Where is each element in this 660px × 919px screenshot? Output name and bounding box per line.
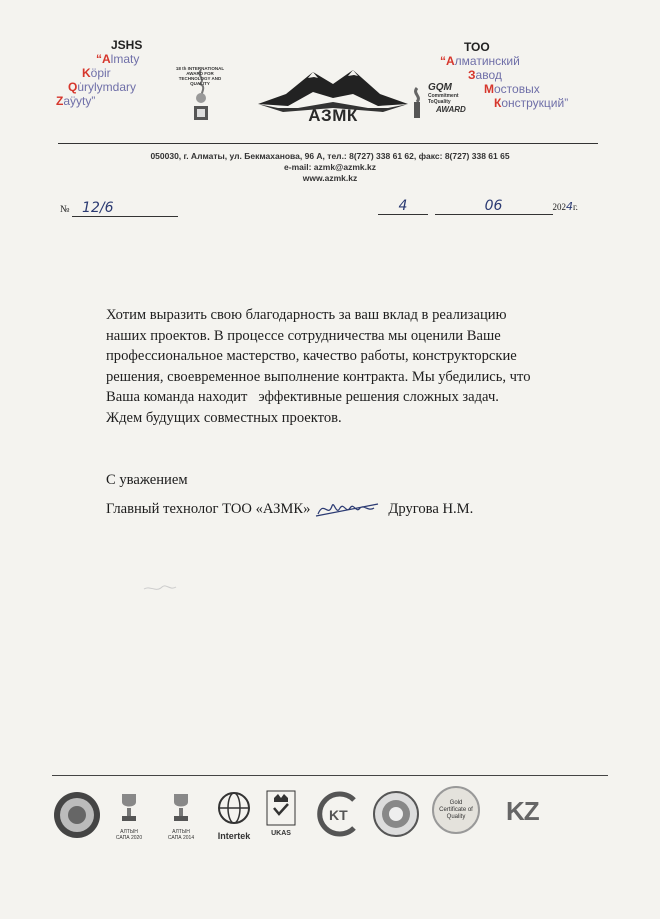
footer-divider xyxy=(52,775,608,776)
header-divider xyxy=(58,143,598,144)
body-line: профессиональное мастерство, качество работы, конструкторские xyxy=(106,348,517,364)
sng-emblem-icon xyxy=(52,790,102,840)
kt-cert-icon xyxy=(314,790,362,838)
signatory-title: Главный технолог ТОО «АЗМК» xyxy=(106,500,311,517)
right-company-name xyxy=(440,40,640,110)
left-line5-cap: Z xyxy=(56,94,64,108)
right-line4-rest: остовых xyxy=(494,82,540,96)
date-year-hand: 4 xyxy=(566,200,573,213)
logo-text: АЗМК xyxy=(308,106,358,125)
reference-date xyxy=(378,198,578,215)
date-day: 4 xyxy=(378,198,428,215)
altyn-sapa-2020-caption: АЛТЫН САПА 2020 xyxy=(115,829,143,841)
body-line: решения, своевременное выполнение контракта. Мы убедились, что xyxy=(106,368,531,385)
right-line3-rest: авод xyxy=(475,68,502,82)
body-line: Ждем будущих совместных проектов. xyxy=(106,409,342,426)
left-company-line1: JSHS xyxy=(111,38,143,52)
left-line5-rest: aÿyty” xyxy=(63,94,96,108)
altyn-sapa-2014-caption: АЛТЫН САПА 2014 xyxy=(167,829,195,841)
gold-badge xyxy=(432,786,480,834)
left-line2-cap: “A xyxy=(96,52,111,66)
signature-line xyxy=(106,496,586,522)
kz-caption: KZ xyxy=(506,796,539,826)
right-line4-cap: М xyxy=(484,82,494,96)
svg-text:KT: KT xyxy=(329,807,348,823)
right-line3-cap: З xyxy=(468,68,476,82)
trophy-icon xyxy=(114,790,144,824)
altyn-sapa-2020 xyxy=(114,790,144,841)
globe-icon xyxy=(214,790,254,826)
reference-number xyxy=(60,200,178,217)
handwritten-signature-icon xyxy=(314,496,384,522)
right-line5-cap: К xyxy=(494,96,502,110)
right-company-line1: ТОО xyxy=(464,40,490,54)
quality-seal-icon xyxy=(372,790,420,838)
award-right-gqm: GQM xyxy=(428,82,452,93)
left-line3-rest: öpir xyxy=(90,66,111,80)
website-line: www.azmk.kz xyxy=(302,173,358,183)
right-line2-cap: “А xyxy=(440,54,455,68)
trophy-icon xyxy=(166,790,196,824)
body-line: Хотим выразить свою благодарность за ваш вклад в реализацию xyxy=(106,307,507,323)
right-line2-rest: лматинский xyxy=(454,54,520,68)
number-label: № xyxy=(60,204,70,215)
award-right-small: Commitment ToQuality xyxy=(428,93,459,105)
left-line2-rest: lmaty xyxy=(110,52,140,66)
altyn-sapa-2014 xyxy=(166,790,196,841)
date-month: 06 xyxy=(435,198,553,215)
ukas-caption: UKAS xyxy=(271,830,291,837)
left-line4-rest: u̇rylymdary xyxy=(77,80,137,94)
intertek-cert xyxy=(214,790,254,841)
date-year-suffix: г. xyxy=(573,202,578,212)
intertek-caption: Intertek xyxy=(217,831,251,841)
email-line: e-mail: azmk@azmk.kz xyxy=(284,162,376,172)
body-line: наших проектов. В процессе сотрудничества мы оценили Ваше xyxy=(106,327,501,344)
kz-cert xyxy=(506,796,539,827)
right-line5-rest: онструкций” xyxy=(501,96,569,110)
gold-certificate xyxy=(432,786,480,834)
left-line4-cap: Q xyxy=(68,80,78,94)
left-line3-cap: K xyxy=(82,66,91,80)
address-block xyxy=(60,151,600,184)
letter-body xyxy=(106,305,586,428)
body-line: Ваша команда находит эффективные решения сложных задач. xyxy=(106,389,499,405)
gold-caption: Gold Certificate of Quality xyxy=(439,799,473,820)
signatory-name: Другова Н.М. xyxy=(388,500,474,517)
number-value: 12/6 xyxy=(72,200,178,217)
address-line: 050030, г. Алматы, ул. Бекмаханова, 96 А, тел.: 8(727) 338 61 62, факс: 8(727) 338 61 65 xyxy=(150,151,510,161)
closing: С уважением xyxy=(106,472,188,488)
crown-check-icon xyxy=(266,790,296,826)
award-left-caption: 18 th INTERNATIONAL AWARD FOR TECHNOLOGY AND QUALITY xyxy=(175,66,225,86)
faint-mark-icon xyxy=(140,575,180,605)
date-year-prefix: 202 xyxy=(552,202,566,212)
award-right-award: AWARD xyxy=(436,105,466,114)
ukas-cert xyxy=(266,790,296,837)
left-company-name xyxy=(56,38,166,108)
